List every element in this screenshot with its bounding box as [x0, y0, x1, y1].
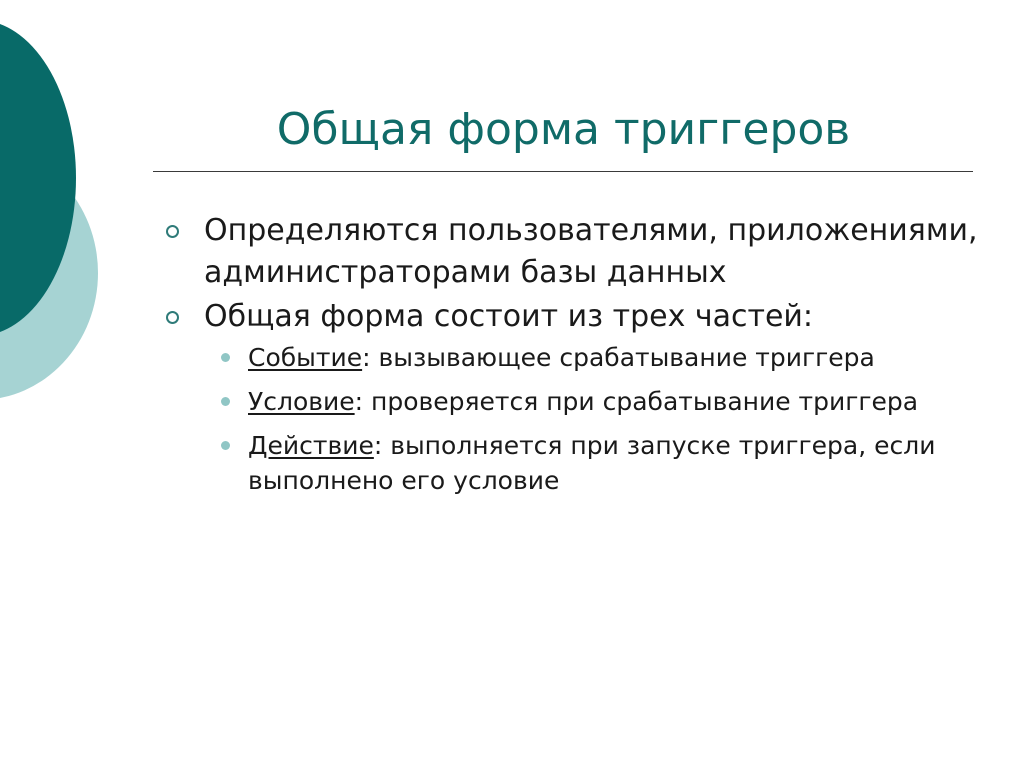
sub-bullet-text: : проверяется при срабатывание триггера: [354, 387, 919, 416]
hollow-circle-bullet-icon: [166, 225, 179, 238]
sub-bullet-term: Действие: [248, 431, 374, 460]
sub-bullet-term: Условие: [248, 387, 355, 416]
title-divider: [153, 171, 973, 172]
slide-content: [163, 210, 983, 507]
sub-bullet-item-2: [163, 384, 983, 419]
sub-bullet-text: : вызывающее срабатывание триггера: [362, 343, 875, 372]
sub-bullet-item-3: [163, 428, 983, 498]
sub-bullet-list: [163, 340, 983, 498]
sub-bullet-term: Событие: [248, 343, 363, 372]
bullet-item-1: [163, 210, 983, 294]
sub-bullet-item-1: [163, 340, 983, 375]
filled-dot-bullet-icon: [221, 397, 230, 406]
sub-bullet-text: : выполняется при запуске триггера, если выполнено его условие: [248, 431, 936, 495]
bullet-text: Определяются пользователями, приложениями, администраторами базы данных: [204, 213, 978, 290]
bullet-text: Общая форма состоит из трех частей:: [204, 299, 814, 334]
filled-dot-bullet-icon: [221, 441, 230, 450]
filled-dot-bullet-icon: [221, 353, 230, 362]
slide-title: Общая форма триггеров: [276, 104, 851, 155]
bullet-item-2: [163, 296, 983, 338]
hollow-circle-bullet-icon: [166, 311, 179, 324]
